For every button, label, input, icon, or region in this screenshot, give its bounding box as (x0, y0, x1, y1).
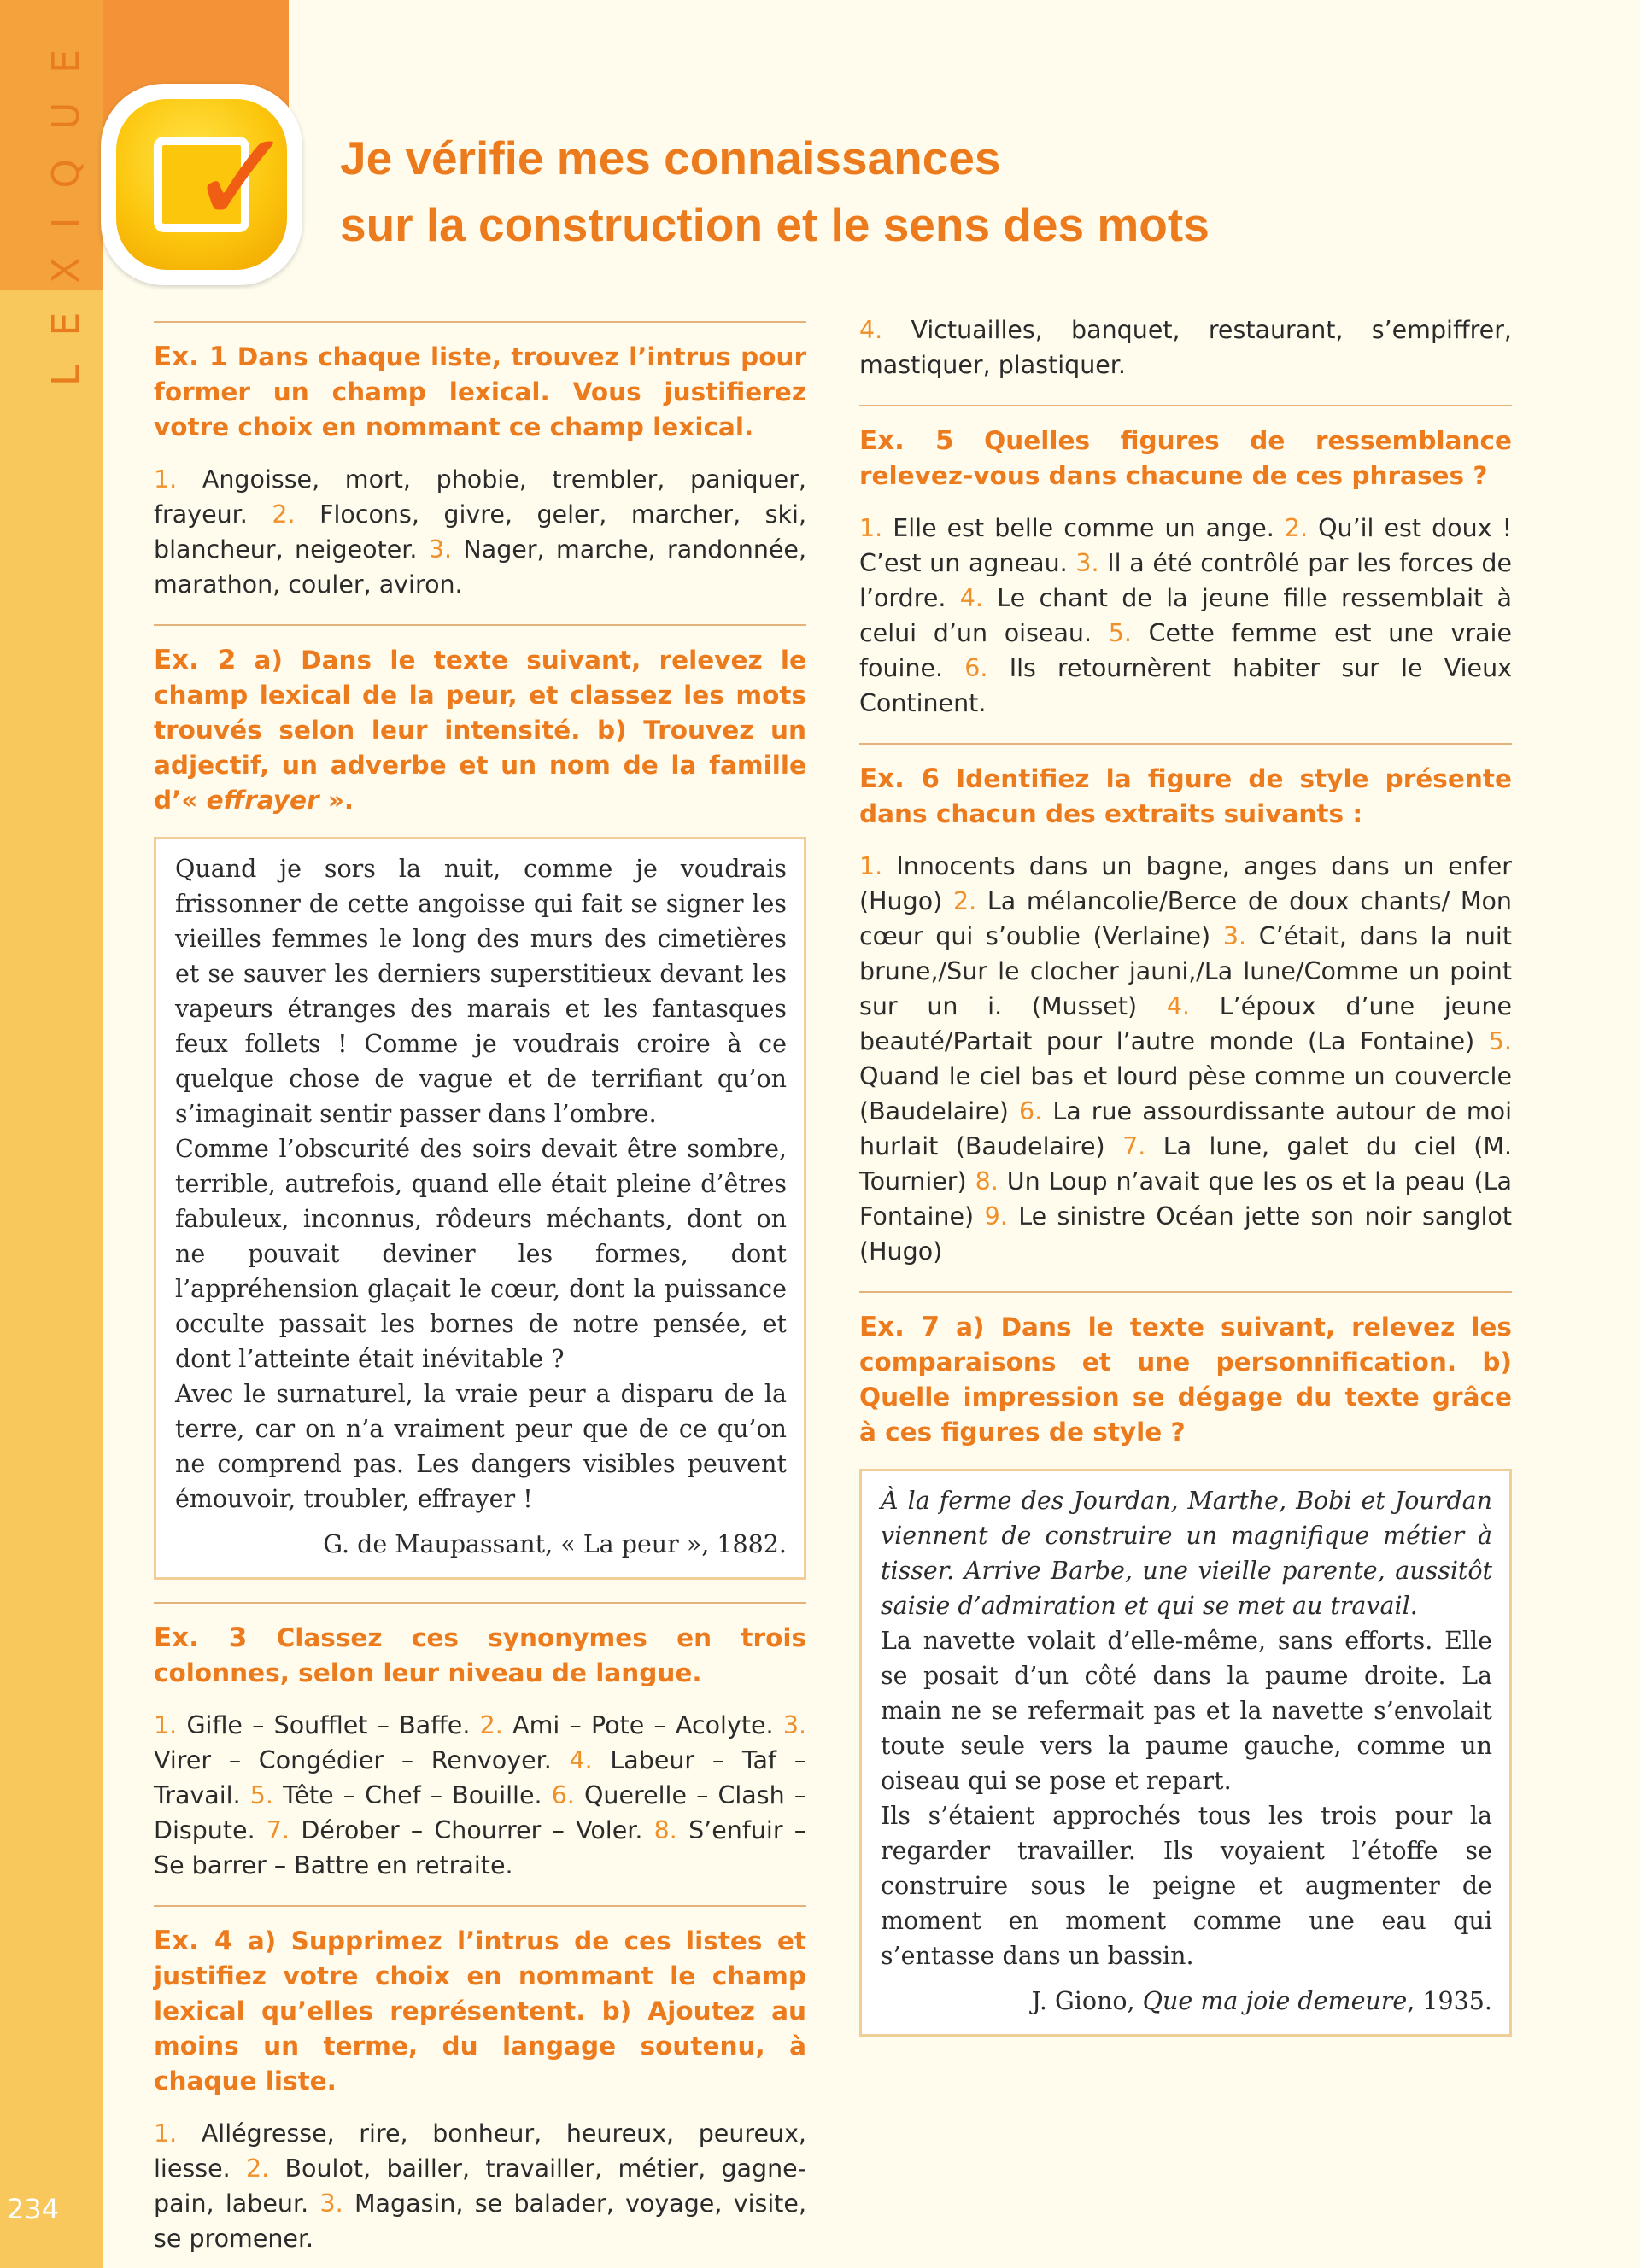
divider (154, 1905, 806, 1907)
exercise-6 (859, 762, 1512, 1269)
divider (154, 321, 806, 323)
checkbox-icon (154, 104, 296, 253)
exercise-instruction: Ex. 7 a) Dans le texte suivant, relevez les comparaisons et une personnification. b) Quelle impression se dégage du texte grâce à ces figures de style ? (859, 1312, 1512, 1447)
exercise-3 (154, 1621, 806, 1883)
divider (859, 1291, 1512, 1293)
divider (859, 405, 1512, 406)
exercise-list: 4. Victuailles, banquet, restaurant, s’empiffrer, mastiquer, plastiquer. (859, 316, 1512, 379)
text-excerpt (859, 1469, 1512, 2037)
exercise-instruction: Ex. 4 a) Supprimez l’intrus de ces listes et justifiez votre choix en nommant le champ lexical qu’elles représentent. b) Ajoutez au moins un terme, du langage soutenu, à chaque liste. (154, 1926, 806, 2096)
badge (101, 84, 302, 285)
divider (154, 624, 806, 626)
exercise-1 (154, 340, 806, 602)
exercise-instruction: Ex. 6 Identifiez la figure de style présente dans chacun des extraits suivants : (859, 763, 1512, 828)
exercise-list: 1. Angoisse, mort, phobie, trembler, paniquer, frayeur. 2. Flocons, givre, geler, marcher, ski, blancheur, neigeoter. 3. Nager, marche, randonnée, marathon, couler, aviron. (154, 465, 807, 599)
excerpt-paragraph: Quand je sors la nuit, comme je voudrais frissonner de cette angoisse qui fait se signer les vieilles femmes le long des murs des cimetières et se sauver les derniers superstitieux devant les vapeurs étranges des marais et les fantasques feux follets ! Comme je voudrais croire à ce quelque chose de vague et de terrifiant qu’on s’imaginait sentir passer dans l’ombre. (175, 855, 787, 1128)
section-label: LEXIQUE (44, 20, 88, 386)
page-title: Je vérifie mes connaissances sur la construction et le sens des mots (340, 132, 1210, 251)
page-number: 234 (7, 2193, 60, 2225)
divider (154, 1602, 806, 1604)
excerpt-intro: À la ferme des Jourdan, Marthe, Bobi et Jourdan viennent de construire un magnifique métier à tisser. Arrive Barbe, une vieille parente, aussitôt saisie d’admiration et qui se met au travail. (881, 1487, 1492, 1620)
checkmark-icon: ✓ (188, 104, 296, 253)
exercise-list: 1. Allégresse, rire, bonheur, heureux, peureux, liesse. 2. Boulot, bailler, travailler, métier, gagne-pain, labeur. 3. Magasin, se balader, voyage, visite, se promener. (154, 2119, 807, 2253)
exercise-2 (154, 643, 806, 1580)
text-excerpt (154, 837, 806, 1580)
exercise-4 (154, 1924, 806, 2256)
exercise-instruction: Ex. 2 a) Dans le texte suivant, relevez le champ lexical de la peur, et classez les mots trouvés selon leur intensité. b) Trouvez un adjectif, un adverbe et un nom de la famille d’« effrayer ». (154, 645, 806, 815)
excerpt-paragraph: Avec le surnaturel, la vraie peur a disparu de la terre, car on n’a vraiment peur que de ce qu’on ne comprend pas. Les dangers visibles peuvent émouvoir, troubler, effrayer ! (175, 1380, 787, 1513)
exercise-list: 1. Elle est belle comme un ange. 2. Qu’il est doux ! C’est un agneau. 3. Il a été contrôlé par les forces de l’ordre. 4. Le chant de la jeune fille ressemblait à celui d’un oiseau. 5. Cette femme est une vraie fouine. 6. Ils retournèrent habiter sur le Vieux Continent. (859, 514, 1513, 717)
excerpt-source: G. de Maupassant, « La peur », 1882. (323, 1530, 787, 1558)
exercise-instruction: Ex. 1 Dans chaque liste, trouvez l’intrus pour former un champ lexical. Vous justifierez votre choix en nommant ce champ lexical. (154, 342, 807, 441)
divider (859, 743, 1512, 745)
excerpt-paragraph: Comme l’obscurité des soirs devait être sombre, terrible, autrefois, quand elle était pleine d’êtres fabuleux, inconnus, rôdeurs méchants, dont on ne pouvait deviner les formes, dont l’appréhension glaçait le cœur, dont la puissance occulte passait les bornes de notre pensée, et dont l’atteinte était inévitable ? (175, 1135, 787, 1373)
exercise-4-continued (859, 313, 1512, 383)
excerpt-paragraph: La navette volait d’elle-même, sans efforts. Elle se posait d’un côté dans la paume droite. La main ne se refermait pas et la navette s’envolait toute seule vers la paume gauche, comme un oiseau qui se pose et repart. (881, 1627, 1492, 1795)
exercise-5 (859, 424, 1512, 721)
exercise-instruction: Ex. 5 Quelles figures de ressemblance relevez-vous dans chacune de ces phrases ? (859, 425, 1512, 490)
exercise-list: 1. Gifle – Soufflet – Baffe. 2. Ami – Pote – Acolyte. 3. Virer – Congédier – Renvoyer. 4. Labeur – Taf – Travail. 5. Tête – Chef – Bouille. 6. Querelle – Clash – Dispute. 7. Dérober – Chourrer – Voler. 8. S’enfuir – Se barrer – Battre en retraite. (154, 1711, 807, 1879)
right-column (859, 313, 1512, 2059)
excerpt-source: J. Giono, Que ma joie demeure, 1935. (1031, 1987, 1492, 2015)
left-column (154, 321, 806, 2268)
exercise-list: 1. Innocents dans un bagne, anges dans un enfer (Hugo) 2. La mélancolie/Berce de doux chants/ Mon cœur qui s’oublie (Verlaine) 3. C’était, dans la nuit brune,/Sur le clocher jauni,/La lune/Comme un point sur un i. (Musset) 4. L’époux d’une jeune beauté/Partait pour l’autre monde (La Fontaine) 5. Quand le ciel bas et lourd pèse comme un couvercle (Baudelaire) 6. La rue assourdissante autour de moi hurlait (Baudelaire) 7. La lune, galet du ciel (M. Tournier) 8. Un Loup n’avait que les os et la peau (La Fontaine) 9. Le sinistre Océan jette son noir sanglot (Hugo) (859, 852, 1513, 1266)
exercise-instruction: Ex. 3 Classez ces synonymes en trois colonnes, selon leur niveau de langue. (154, 1622, 807, 1687)
excerpt-paragraph: Ils s’étaient approchés tous les trois pour la regarder travailler. Ils voyaient l’étoffe se construire sous le peigne et augmenter de moment en moment comme une eau qui s’entasse dans un bassin. (881, 1802, 1492, 1970)
exercise-7 (859, 1310, 1512, 2037)
